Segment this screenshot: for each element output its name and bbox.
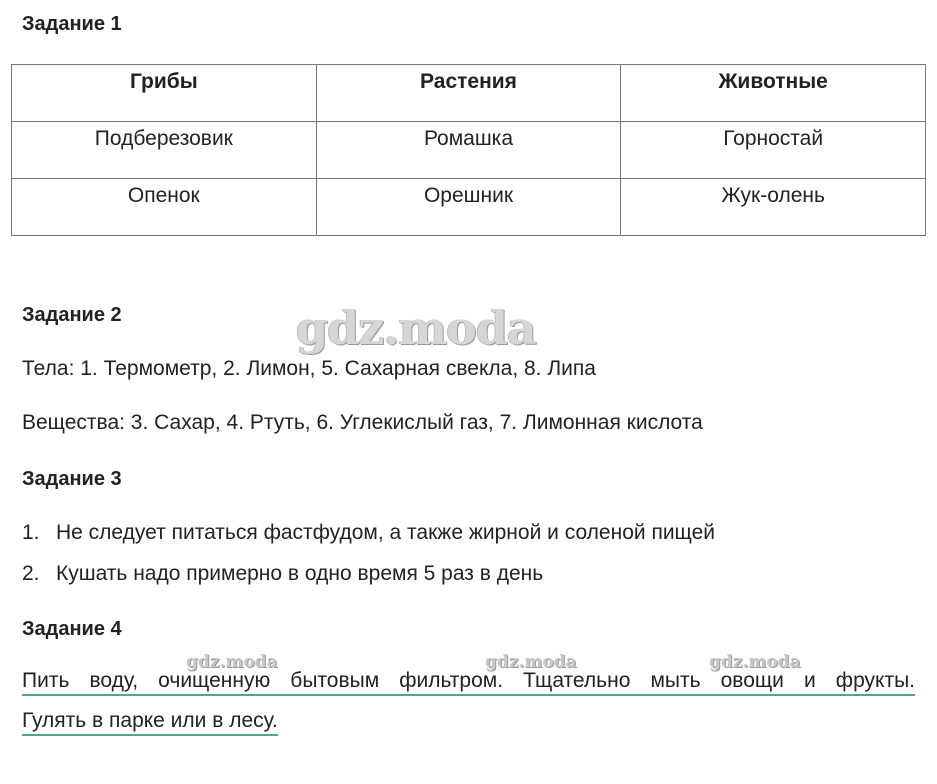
task4-heading: Задание 4 bbox=[22, 618, 122, 640]
table-row bbox=[12, 179, 926, 236]
list-item-text: Кушать надо примерно в одно время 5 раз в день bbox=[56, 562, 544, 585]
table-header-cell: Грибы bbox=[12, 65, 317, 122]
table-header-cell: Животные bbox=[621, 65, 926, 122]
task3-heading: Задание 3 bbox=[22, 468, 122, 490]
table-header-row bbox=[12, 65, 926, 122]
answer-line-2: Гулять в парке или в лесу. bbox=[22, 708, 278, 736]
list-item-number: 2. bbox=[22, 562, 40, 585]
table-cell: Подберезовик bbox=[12, 122, 317, 179]
task2-heading: Задание 2 bbox=[22, 304, 122, 326]
list-item-text: Не следует питаться фастфудом, а также жирной и соленой пищей bbox=[56, 521, 715, 544]
list-item-number: 1. bbox=[22, 521, 40, 544]
table-header-cell: Растения bbox=[316, 65, 621, 122]
watermark-logo: gdz.moda bbox=[296, 301, 536, 355]
organisms-table bbox=[11, 64, 926, 236]
substances-line: Вещества: 3. Сахар, 4. Ртуть, 6. Углекислый газ, 7. Лимонная кислота bbox=[22, 411, 703, 434]
table-cell: Опенок bbox=[12, 179, 317, 236]
task1-heading: Задание 1 bbox=[22, 13, 122, 35]
table-cell: Жук-олень bbox=[621, 179, 926, 236]
list-item bbox=[22, 561, 543, 587]
table-row bbox=[12, 122, 926, 179]
list-item bbox=[22, 520, 715, 546]
answer-line-1: Пить воду, очищенную бытовым фильтром. Тщательно мыть овощи и фрукты. bbox=[22, 668, 915, 696]
watermark-small: gdz.moda bbox=[485, 652, 577, 672]
watermark-small: gdz.moda bbox=[709, 652, 801, 672]
table-cell: Ромашка bbox=[316, 122, 621, 179]
table-cell: Горностай bbox=[621, 122, 926, 179]
table-cell: Орешник bbox=[316, 179, 621, 236]
bodies-line: Тела: 1. Термометр, 2. Лимон, 5. Сахарная свекла, 8. Липа bbox=[22, 357, 596, 380]
watermark-small: gdz.moda bbox=[186, 652, 278, 672]
